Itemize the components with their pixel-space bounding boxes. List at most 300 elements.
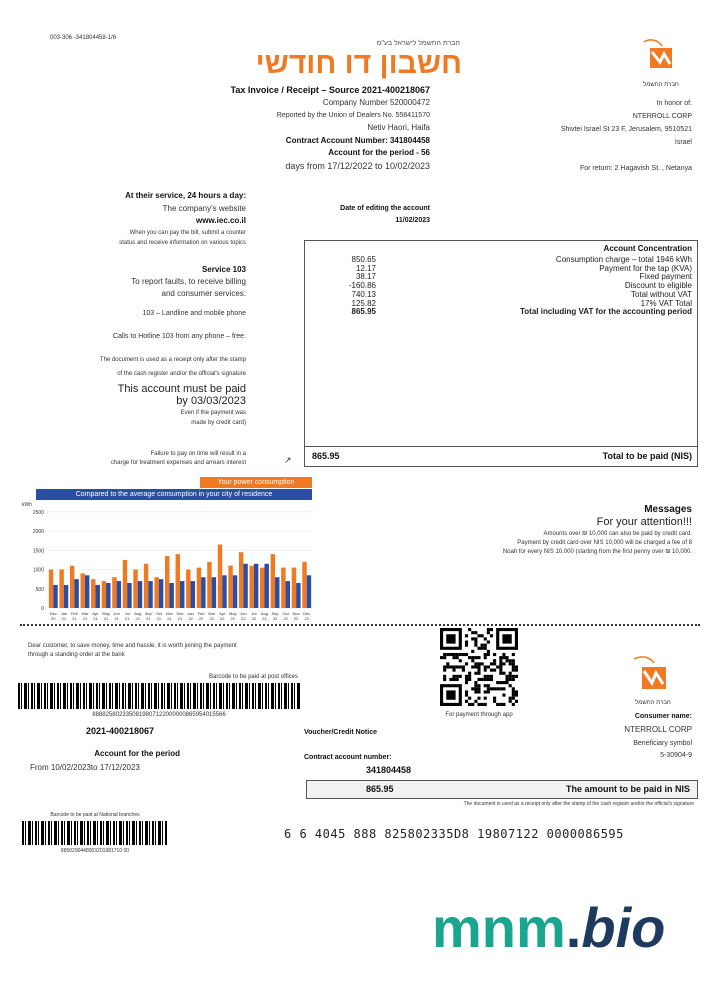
qr-module [515, 690, 518, 693]
pay-note-2: status and receive information on various topics [119, 240, 246, 246]
bar-your-consumption [197, 568, 201, 608]
bar-your-consumption [112, 577, 116, 608]
bar-your-consumption [281, 568, 285, 608]
qr-module [506, 678, 509, 681]
qr-module [509, 700, 512, 703]
qr-module [459, 675, 462, 678]
qr-module [484, 637, 487, 640]
qr-module [484, 690, 487, 693]
contract-number: 341804458 [366, 765, 412, 775]
bar-your-consumption [218, 545, 222, 608]
x-tick-label: Feb [70, 611, 78, 616]
qr-module [474, 662, 477, 665]
x-tick-label-year: 22 [293, 616, 299, 621]
qr-module [487, 640, 490, 643]
qr-module [477, 687, 480, 690]
qr-module [456, 656, 459, 659]
qr-module [484, 678, 487, 681]
qr-module [484, 647, 487, 650]
qr-module [490, 675, 493, 678]
qr-module [452, 669, 455, 672]
qr-module [456, 678, 459, 681]
barcode-post [18, 683, 300, 709]
y-tick-label: 1000 [32, 567, 44, 574]
x-tick-label: Sep [144, 611, 152, 616]
qr-module [499, 669, 502, 672]
concentration-row-value: 125.82 [351, 298, 376, 308]
x-tick-label: Apr [92, 611, 99, 616]
bar-city-average [191, 581, 195, 608]
qr-module [484, 644, 487, 647]
dear-customer-2: through a standing order at the bank [28, 652, 125, 658]
qr-finder [502, 634, 511, 643]
x-tick-label-year: 21 [114, 616, 119, 621]
return-address: For return: 2 Hagavish St. , Netanya [579, 165, 692, 172]
x-tick-label-year: 21 [167, 616, 172, 621]
bar-your-consumption [302, 562, 306, 608]
qr-module [443, 678, 446, 681]
qr-module [462, 665, 465, 668]
qr-module [474, 690, 477, 693]
source-number: 2021-400218067 [86, 726, 155, 736]
qr-module [449, 678, 452, 681]
x-tick-label: Oct [282, 611, 289, 616]
qr-module [496, 681, 499, 684]
amount-label: The amount to be paid in NIS [565, 784, 690, 794]
qr-module [512, 669, 515, 672]
concentration-row-label: Consumption charge – total 1946 kWh [555, 255, 692, 264]
header-small-text: חברת החשמל לישראל בע"מ [376, 40, 460, 47]
tax-invoice-title: Tax Invoice / Receipt – Source 2021-400218067 [230, 85, 430, 95]
qr-finder [446, 634, 455, 643]
doc-note-1: The document is used as a receipt only after the stamp [99, 357, 246, 363]
concentration-row-value: 740.13 [351, 289, 376, 299]
qr-module [502, 653, 505, 656]
x-tick-label-year: 22 [188, 616, 193, 621]
website-label: The company's website [162, 204, 246, 213]
x-tick-label: Jul [251, 611, 257, 616]
qr-module [496, 687, 499, 690]
logo-icon [640, 38, 680, 78]
contract-account: Contract Account Number: 341804458 [285, 136, 430, 145]
bar-city-average [159, 579, 163, 608]
qr-module [477, 703, 480, 706]
bar-city-average [106, 583, 110, 608]
qr-module [484, 697, 487, 700]
bar-your-consumption [154, 577, 158, 608]
qr-module [462, 653, 465, 656]
qr-module [477, 697, 480, 700]
qr-module [443, 669, 446, 672]
concentration-row-label: 17% VAT Total [640, 298, 692, 308]
voucher-disclaimer: The document is used as a receipt only after the stamp of the cash register and/or the official's signature [463, 801, 694, 807]
bar-city-average [212, 577, 216, 608]
qr-module [443, 653, 446, 656]
barcode-bank [22, 821, 168, 845]
total-value: 865.95 [312, 451, 340, 461]
qr-module [465, 644, 468, 647]
qr-module [512, 675, 515, 678]
x-tick-label-year: 21 [103, 616, 109, 621]
qr-module [487, 690, 490, 693]
x-tick-label: Dec [49, 611, 57, 616]
customer-country: Israel [674, 139, 692, 146]
qr-module [509, 678, 512, 681]
voucher-period-dates: From 10/02/2023to 17/12/2023 [30, 763, 140, 772]
y-tick-label: 0 [41, 606, 44, 612]
x-tick-label: Jun [240, 611, 247, 616]
qr-module [449, 665, 452, 668]
bar-your-consumption [207, 562, 211, 608]
qr-module [465, 678, 468, 681]
bar-city-average [117, 581, 121, 608]
qr-module [456, 653, 459, 656]
watermark-tld: bio [581, 896, 666, 959]
editing-date: 11/02/2023 [395, 217, 430, 224]
qr-module [512, 665, 515, 668]
divider [304, 446, 698, 447]
qr-module [468, 628, 471, 631]
bar-your-consumption [70, 566, 74, 608]
qr-module [484, 669, 487, 672]
bar-city-average [222, 575, 226, 608]
qr-module [446, 653, 449, 656]
qr-module [481, 644, 484, 647]
concentration-row-value: 865.95 [351, 307, 376, 317]
qr-module [515, 665, 518, 668]
qr-module [468, 697, 471, 700]
arrow-icon: ↗ [284, 455, 292, 465]
bar-city-average [64, 585, 68, 608]
qr-module [459, 659, 462, 662]
qr-module [477, 656, 480, 659]
bar-city-average [264, 564, 268, 608]
due-date: by 03/03/2023 [176, 395, 246, 407]
qr-module [509, 675, 512, 678]
watermark-main: mnm [432, 896, 566, 959]
attention-line: For your attention!!! [596, 516, 692, 528]
qr-module [515, 700, 518, 703]
qr-module [502, 687, 505, 690]
qr-module [465, 690, 468, 693]
x-tick-label-year: 21 [124, 616, 130, 621]
bar-your-consumption [239, 552, 243, 608]
qr-module [471, 631, 474, 634]
bar-city-average [169, 583, 173, 608]
qr-module [465, 694, 468, 697]
qr-module [474, 684, 477, 687]
bar-your-consumption [176, 554, 180, 608]
x-tick-label: Aug [260, 611, 269, 616]
bar-city-average [243, 564, 247, 608]
qr-module [471, 637, 474, 640]
qr-module [477, 665, 480, 668]
tear-line [20, 624, 700, 626]
x-tick-label: Dec [176, 611, 184, 616]
concentration-title: Account Concentration [603, 244, 692, 253]
y-axis-label: kWh [22, 502, 32, 508]
qr-module [487, 675, 490, 678]
qr-module [468, 672, 471, 675]
qr-module [481, 634, 484, 637]
qr-module [468, 656, 471, 659]
orange-legend-label: Your power consumption [217, 479, 295, 486]
x-tick-label-year: 21 [146, 616, 151, 621]
qr-module [484, 653, 487, 656]
qr-module [474, 656, 477, 659]
qr-module [512, 690, 515, 693]
qr-module [477, 690, 480, 693]
qr-module [477, 662, 480, 665]
voucher-logo [630, 655, 674, 699]
qr-module [502, 703, 505, 706]
qr-module [471, 659, 474, 662]
voucher-period-label: Account for the period [94, 749, 180, 758]
qr-module [446, 662, 449, 665]
barcode-post-number: 8888258023350819807122000000865954015566 [92, 712, 226, 718]
qr-module [477, 634, 480, 637]
qr-module [509, 684, 512, 687]
qr-caption: For payment through app [445, 712, 513, 718]
x-tick-label-year: 22 [272, 616, 278, 621]
pay-note-1: When you can pay the bill, submit a counter [129, 230, 246, 236]
qr-module [493, 687, 496, 690]
qr-module [477, 678, 480, 681]
account-period: Account for the period - 56 [328, 148, 430, 157]
x-tick-label: Dec [303, 611, 311, 616]
y-tick-label: 1500 [32, 548, 44, 555]
qr-module [487, 687, 490, 690]
qr-module [452, 656, 455, 659]
qr-module [474, 640, 477, 643]
bar-city-average [74, 579, 78, 608]
concentration-row-label: Fixed payment [639, 272, 692, 282]
qr-module [490, 669, 493, 672]
ocr-line: 6 6 4045 888 825802335D8 19807122 0000086595 [284, 827, 624, 841]
customer-name: NTERROLL CORP [632, 113, 692, 120]
contract-number-label: Contract account number: [304, 754, 392, 761]
landline-info: 103 – Landline and mobile phone [142, 310, 246, 317]
qr-module [499, 672, 502, 675]
qr-module [474, 665, 477, 668]
bar-your-consumption [144, 564, 148, 608]
qr-module [512, 653, 515, 656]
qr-module [512, 659, 515, 662]
x-tick-label-year: 22 [230, 616, 236, 621]
x-tick-label: Nov [165, 611, 174, 616]
qr-module [471, 703, 474, 706]
qr-module [493, 662, 496, 665]
qr-module [474, 700, 477, 703]
qr-module [499, 665, 502, 668]
qr-module [512, 703, 515, 706]
qr-module [487, 678, 490, 681]
x-tick-label: Apr [219, 611, 226, 616]
qr-module [487, 650, 490, 653]
bill-title-text: חשבון דו חודשי [255, 47, 462, 80]
qr-module [474, 687, 477, 690]
qr-module [449, 653, 452, 656]
qr-module [471, 687, 474, 690]
qr-module [502, 662, 505, 665]
concentration-row-value: 850.65 [351, 255, 376, 264]
qr-module [440, 656, 443, 659]
blue-legend-label: Compared to the average consumption in your city of residence [75, 491, 273, 498]
qr-module [493, 700, 496, 703]
orange-legend-tag [200, 477, 312, 488]
qr-module [474, 631, 477, 634]
x-tick-label-year: 21 [93, 616, 98, 621]
qr-module [502, 672, 505, 675]
consumer-services: and consumer services: [161, 289, 246, 298]
messages-heading: Messages [644, 504, 692, 515]
qr-module [512, 697, 515, 700]
bar-city-average [307, 575, 311, 608]
x-tick-label: Aug [134, 611, 142, 616]
qr-module [452, 678, 455, 681]
dear-customer-1: Dear customer, to save money, time and hassle, it is worth joining the payment [28, 643, 237, 649]
qr-module [446, 665, 449, 668]
reference-code: 003-306 -341804458-1/6 [50, 35, 117, 41]
company-address: Netiv Haori, Haifa [367, 123, 430, 132]
qr-module [509, 697, 512, 700]
bar-your-consumption [186, 570, 190, 608]
concentration-row-label: Total without VAT [630, 289, 692, 299]
qr-module [502, 694, 505, 697]
message-line-2: Payment by credit card over NIS 10,000 will be charged a fee of 8 [517, 540, 692, 546]
x-tick-label-year: 22 [304, 616, 309, 621]
beneficiary-label: Beneficiary symbol [633, 740, 692, 747]
qr-module [459, 653, 462, 656]
qr-module [490, 628, 493, 631]
bar-city-average [85, 575, 89, 608]
website-link[interactable]: www.iec.co.il [196, 216, 246, 225]
y-tick-label: 500 [35, 586, 44, 593]
calls-free: Calls to Hotline 103 from any phone – free. [112, 333, 246, 340]
concentration-row-label: Discount to eligible [624, 281, 692, 291]
doc-note-2: of the cash register and/or the official's signature [117, 371, 246, 377]
qr-module [515, 694, 518, 697]
blue-legend-tag [36, 489, 312, 500]
voucher-logo-caption: חברת החשמל [635, 700, 671, 706]
total-label: Total to be paid (NIS) [602, 451, 692, 461]
qr-finder [446, 690, 455, 699]
reported-by: Reported by the Union of Dealers No. 558411570 [276, 112, 430, 119]
amount-value: 865.95 [366, 784, 394, 794]
qr-module [512, 694, 515, 697]
consumer-label: Consumer name: [634, 713, 692, 720]
bar-city-average [233, 575, 237, 608]
company-logo [640, 38, 680, 78]
bar-your-consumption [133, 570, 137, 608]
qr-module [506, 681, 509, 684]
bar-your-consumption [81, 573, 85, 608]
qr-module [499, 656, 502, 659]
bar-your-consumption [165, 556, 169, 608]
qr-module [509, 662, 512, 665]
qr-module [465, 662, 468, 665]
qr-module [468, 675, 471, 678]
qr-module [465, 675, 468, 678]
x-tick-label-year: 22 [262, 616, 267, 621]
x-tick-label: Jan [187, 611, 194, 616]
qr-module [502, 681, 505, 684]
concentration-row-value: 38.17 [355, 272, 376, 282]
qr-module [465, 681, 468, 684]
bar-city-average [286, 581, 290, 608]
concentration-row-value: -160.86 [348, 281, 376, 291]
qr-module [465, 634, 468, 637]
message-line-1: Amounts over ₪ 10,000 can also be paid by credit card. [543, 531, 692, 537]
qr-module [506, 659, 509, 662]
even-if-1: Even if the payment was [180, 410, 246, 416]
qr-module [484, 665, 487, 668]
qr-module [506, 656, 509, 659]
qr-module [481, 647, 484, 650]
bar-city-average [296, 583, 300, 608]
qr-module [487, 653, 490, 656]
qr-module [481, 662, 484, 665]
qr-module [456, 665, 459, 668]
x-tick-label: Jan [60, 611, 68, 616]
voucher-title: Voucher/Credit Notice [304, 729, 377, 736]
service-103: Service 103 [201, 265, 246, 274]
bar-your-consumption [91, 579, 95, 608]
report-faults: To report faults, to receive billing [131, 277, 246, 286]
x-tick-label: Oct [155, 611, 162, 616]
qr-module [496, 665, 499, 668]
bar-your-consumption [271, 554, 275, 608]
x-tick-label-year: 21 [61, 616, 67, 621]
x-tick-label: Jun [113, 611, 120, 616]
qr-module [477, 672, 480, 675]
qr-module [452, 675, 455, 678]
qr-module [465, 640, 468, 643]
bar-your-consumption [249, 566, 253, 608]
qr-module [493, 653, 496, 656]
x-tick-label: Nov [292, 611, 300, 616]
x-tick-label-year: 21 [135, 616, 140, 621]
qr-module [490, 687, 493, 690]
qr-module [477, 647, 480, 650]
bar-your-consumption [123, 560, 127, 608]
consumer-name: NTERROLL CORP [624, 725, 692, 734]
logo-caption: חברת החשמל [643, 82, 679, 88]
editing-date-label: Date of editing the account [340, 205, 430, 212]
bar-your-consumption [260, 568, 264, 608]
qr-module [493, 659, 496, 662]
x-tick-label-year: 21 [177, 616, 183, 621]
must-be-paid: This account must be paid [117, 383, 246, 395]
qr-module [499, 681, 502, 684]
qr-code[interactable] [440, 628, 518, 706]
qr-module [484, 656, 487, 659]
x-tick-label: May [229, 611, 237, 616]
consumption-chart [20, 500, 320, 625]
message-line-3: Noah for every NIS 10,000 (starting from the first penny over ₪ 10,000. [502, 549, 692, 555]
x-tick-label-year: 22 [283, 616, 288, 621]
x-tick-label: Mar [81, 611, 89, 616]
service-heading: At their service, 24 hours a day: [125, 191, 246, 200]
qr-module [490, 678, 493, 681]
qr-module [487, 631, 490, 634]
beneficiary-code: 5-30904-9 [660, 752, 692, 759]
qr-module [474, 644, 477, 647]
qr-module [465, 700, 468, 703]
barcode-bank-number: 8850290448003201981710 00 [60, 848, 130, 854]
qr-module [502, 656, 505, 659]
period-days: days from 17/12/2022 to 10/02/2023 [285, 161, 430, 171]
